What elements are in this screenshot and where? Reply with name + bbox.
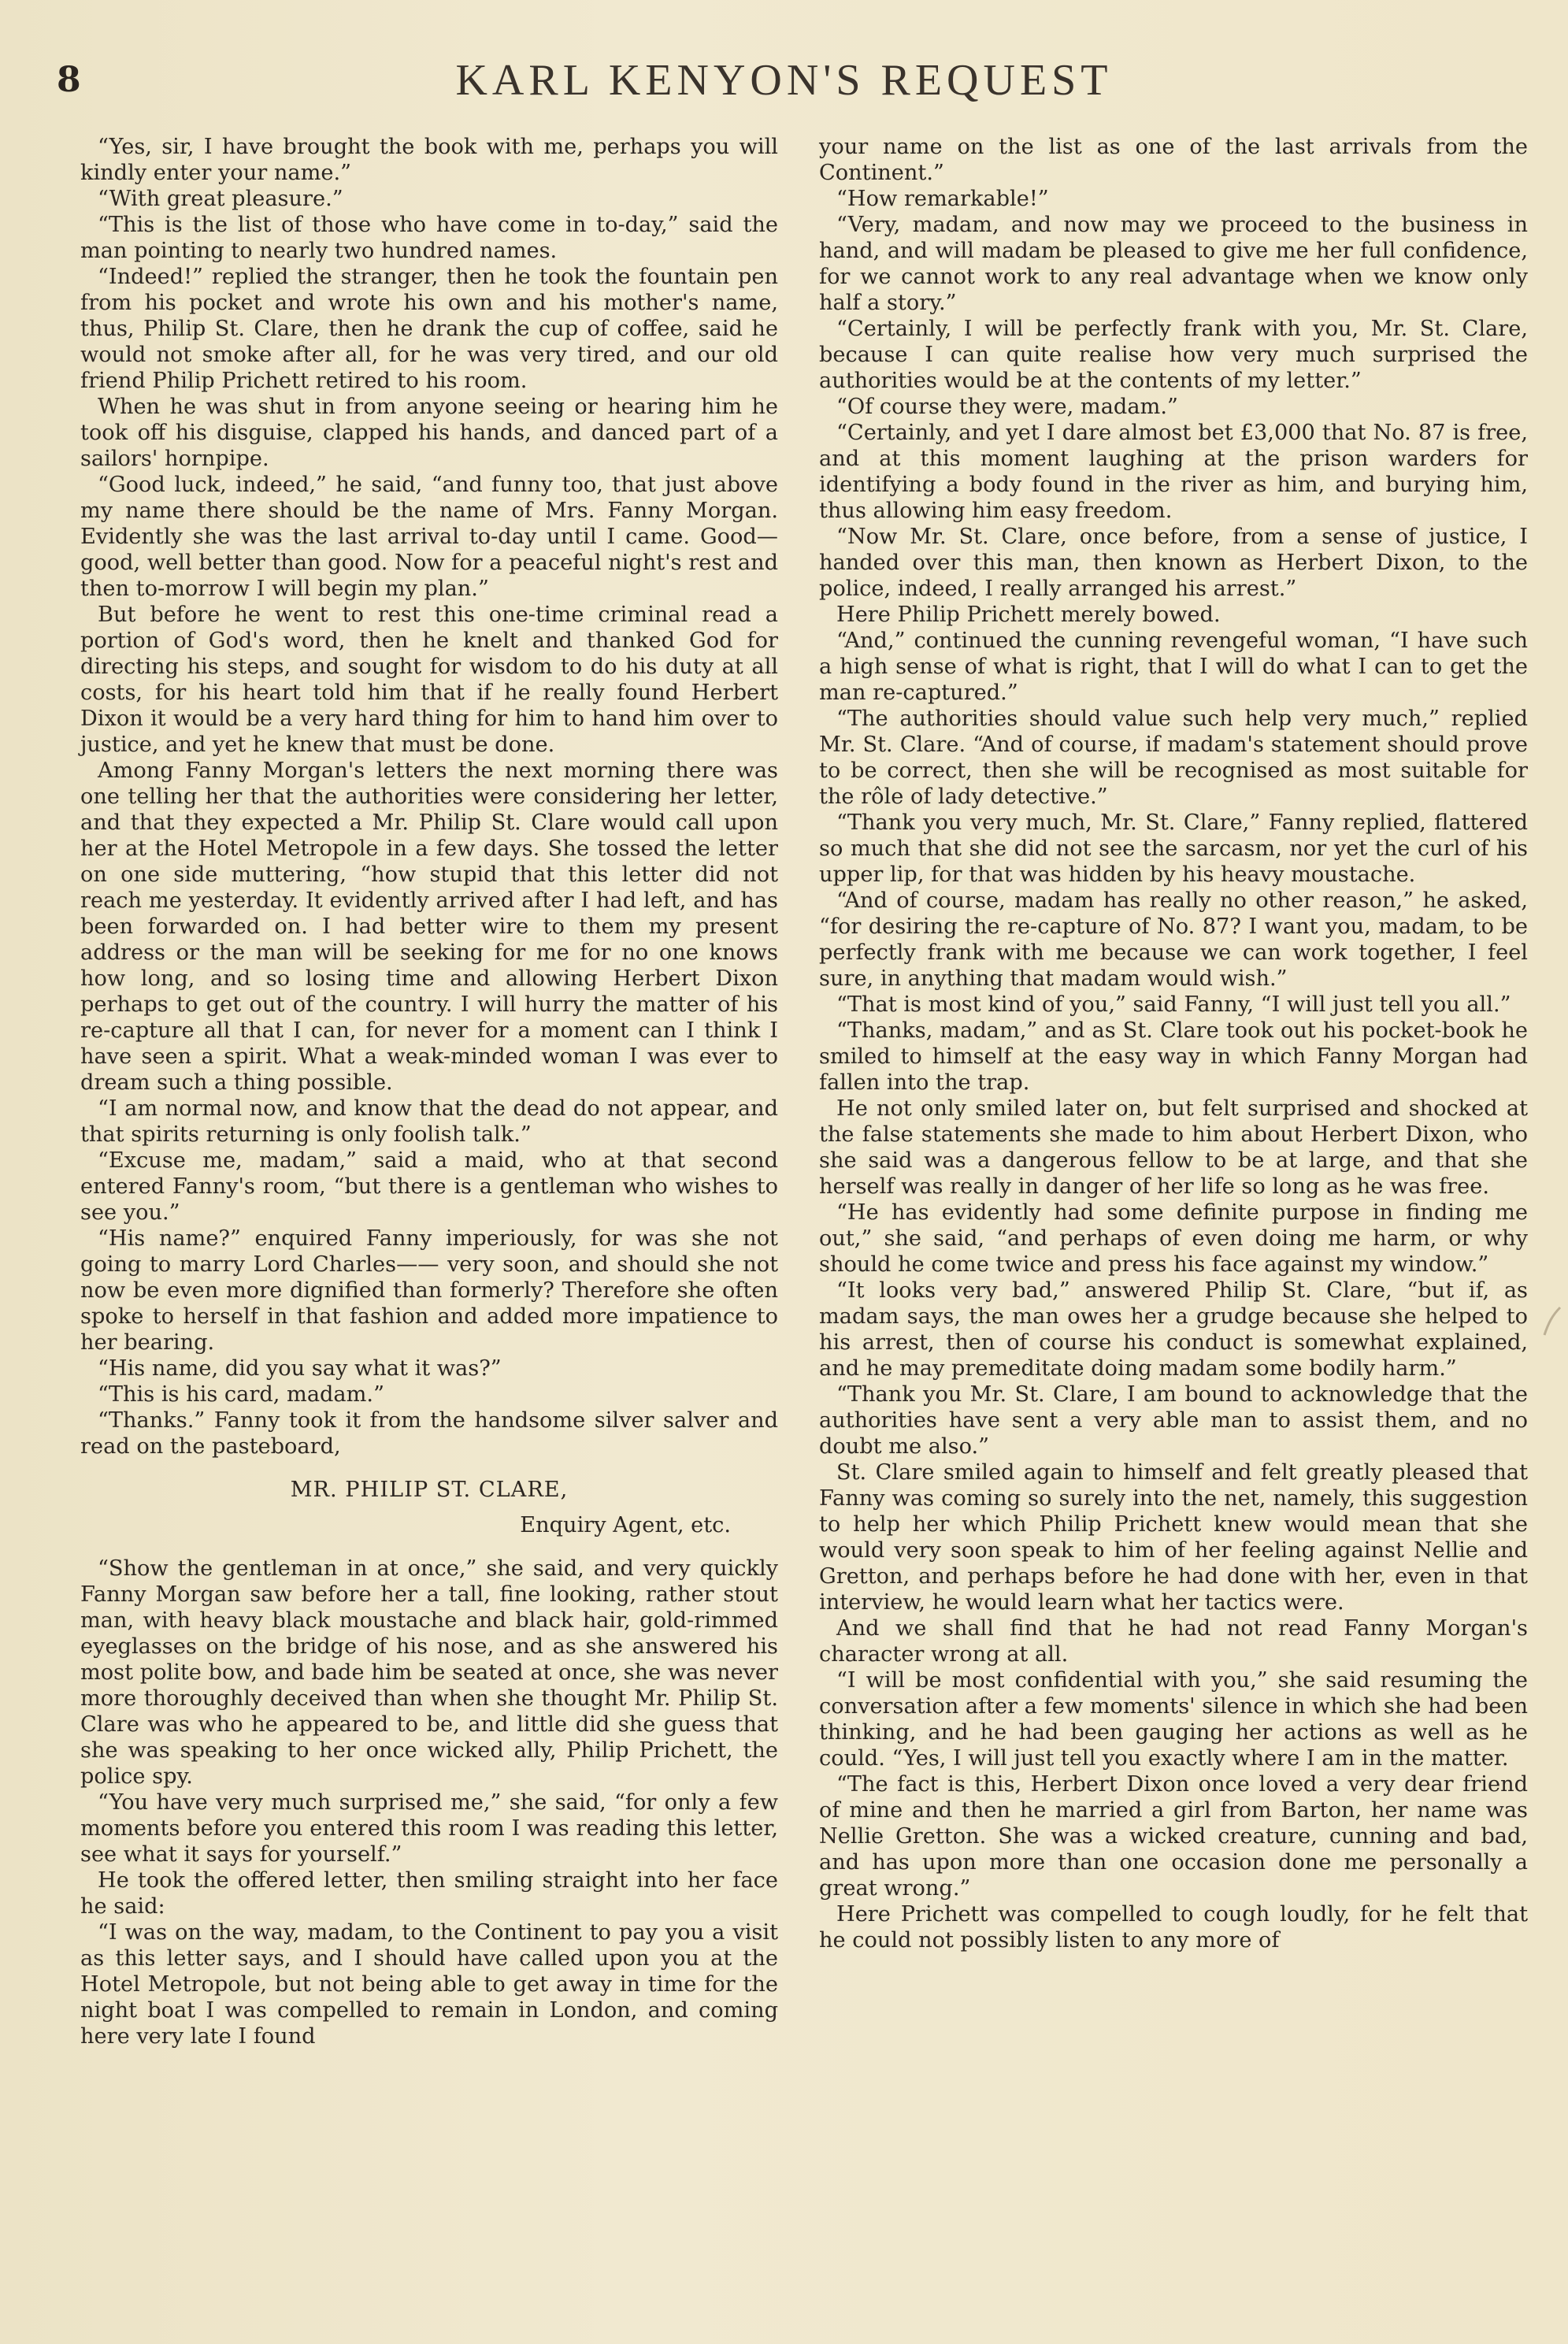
paragraph: “It looks very bad,” answered Philip St. Clare, “but if, as madam says, the man owes her a grudge because she helped to his arrest, then of course his conduct is somewhat explained, and he may premeditate doing madam some bodily harm.” bbox=[819, 1278, 1528, 1381]
paragraph: “Now Mr. St. Clare, once before, from a sense of justice, I handed over this man, then known as Herbert Dixon, to the police, indeed, I really arranged his arrest.” bbox=[819, 525, 1528, 601]
paragraph: “I was on the way, madam, to the Continent to pay you a visit as this letter says, and I should have called upon you at the Hotel Metropole, but not being able to get away in time for the night boat I was compelled to remain in London, and coming here very late I found bbox=[80, 1920, 778, 2049]
paragraph: “Indeed!” replied the stranger, then he took the fountain pen from his pocket and wrote his own and his mother's name, thus, Philip St. Clare, then he drank the cup of coffee, said he would not smoke after all, for he was very tired, and our old friend Philip Prichett retired to his room. bbox=[80, 265, 778, 393]
paragraph: “Good luck, indeed,” he said, “and funny too, that just above my name there should be the name of Mrs. Fanny Morgan. Evidently she was the last arrival to-day until I came. Good—good, well better than good. Now for a peaceful night's rest and then to-morrow I will begin my plan.” bbox=[80, 473, 778, 601]
paragraph: “Very, madam, and now may we proceed to the business in hand, and will madam be pleased to give me her full confidence, for we cannot work to any real advantage when we know only half a story.” bbox=[819, 213, 1528, 315]
right-column bbox=[819, 134, 1528, 1953]
ink-mark-decoration bbox=[1536, 1300, 1568, 1347]
paragraph: “His name, did you say what it was?” bbox=[98, 1356, 502, 1381]
paragraph: “With great pleasure.” bbox=[98, 187, 343, 211]
paragraph: When he was shut in from anyone seeing or hearing him he took off his disguise, clapped his hands, and danced part of a sailors' hornpipe. bbox=[80, 395, 778, 471]
paragraph: St. Clare smiled again to himself and felt greatly pleased that Fanny was coming so surely into the net, namely, this suggestion to help her which Philip Prichett knew would mean that she would very soon speak to him of her feeling against Nellie and Gretton, and perhaps before he had done with her, even in that interview, he would learn what her tactics were. bbox=[819, 1460, 1528, 1615]
paragraph: your name on the list as one of the last arrivals from the Continent.” bbox=[819, 135, 1528, 185]
paragraph: “Excuse me, madam,” said a maid, who at that second entered Fanny's room, “but there is a gentleman who wishes to see you.” bbox=[80, 1148, 778, 1225]
paragraph: But before he went to rest this one-time criminal read a portion of God's word, then he knelt and thanked God for directing his steps, and sought for wisdom to do his duty at all costs, for his heart told him that if he really found Herbert Dixon it would be a very hard thing for him to hand him over to justice, and yet he knew that must be done. bbox=[80, 603, 778, 757]
calling-card-name: MR. PHILIP ST. CLARE, bbox=[290, 1478, 569, 1502]
calling-card-title: Enquiry Agent, etc. bbox=[520, 1513, 731, 1537]
paragraph: “That is most kind of you,” said Fanny, “I will just tell you all.” bbox=[836, 992, 1511, 1017]
paragraph: “His name?” enquired Fanny imperiously, for was she not going to marry Lord Charles—— very soon, and should she not now be even more dignified than formerly? Therefore she often spoke to herself in that fashion and added more impatience to her bearing. bbox=[80, 1226, 778, 1355]
left-column bbox=[80, 134, 778, 2049]
paragraph: “Show the gentleman in at once,” she said, and very quickly Fanny Morgan saw before her a tall, fine looking, rather stout man, with heavy black moustache and black hair, gold-rimmed eyeglasses on the bridge of his nose, and as she answered his most polite bow, and bade him be seated at once, she was never more thoroughly deceived than when she thought Mr. Philip St. Clare was who he appeared to be, and little did she guess that she was speaking to her once wicked ally, Philip Prichett, the police spy. bbox=[80, 1556, 778, 1789]
paragraph: “The authorities should value such help very much,” replied Mr. St. Clare. “And of course, if madam's statement should prove to be correct, then she will be recognised as most suitable for the rôle of lady detective.” bbox=[819, 707, 1528, 809]
paragraph: “This is the list of those who have come in to-day,” said the man pointing to nearly two hundred names. bbox=[80, 213, 778, 263]
paragraph: Among Fanny Morgan's letters the next morning there was one telling her that the authorities were considering her letter, and that they expected a Mr. Philip St. Clare would call upon her at the Hotel Metropole in a few days. She tossed the letter on one side muttering, “how stupid that this letter did not reach me yesterday. It evidently arrived after I had left, and has been forwarded on. I had better wire to them my present address or the man will be seeking for me for no one knows how long, and so losing time and allowing Herbert Dixon perhaps to get out of the country. I will hurry the matter of his re-capture all that I can, for never for a moment can I think I have seen a spirit. What a weak-minded woman I was ever to dream such a thing possible. bbox=[80, 758, 778, 1095]
paragraph: “Of course they were, madam.” bbox=[836, 395, 1178, 419]
paragraph: He not only smiled later on, but felt surprised and shocked at the false statements she made to him about Herbert Dixon, who she said was a dangerous fellow to be at large, and that she herself was really in danger of her life so long as he was free. bbox=[819, 1096, 1528, 1199]
paragraph: “And,” continued the cunning revengeful woman, “I have such a high sense of what is right, that I will do what I can to get the man re-captured.” bbox=[819, 629, 1528, 705]
paragraph: “Certainly, and yet I dare almost bet £3,000 that No. 87 is free, and at this moment laughing at the prison warders for identifying a body found in the river as him, and burying him, thus allowing him easy freedom. bbox=[819, 421, 1528, 523]
paragraph: Here Prichett was compelled to cough loudly, for he felt that he could not possibly listen to any more of bbox=[819, 1902, 1528, 1953]
paragraph: “He has evidently had some definite purpose in finding me out,” she said, “and perhaps of even doing me harm, or why should he come twice and press his face against my window.” bbox=[819, 1200, 1528, 1277]
paragraph: “I am normal now, and know that the dead do not appear, and that spirits returning is only foolish talk.” bbox=[80, 1096, 778, 1147]
paragraph: “You have very much surprised me,” she said, “for only a few moments before you entered this room I was reading this letter, see what it says for yourself.” bbox=[80, 1790, 778, 1867]
running-title: KARL KENYON'S REQUEST bbox=[455, 56, 1113, 105]
paragraph: “Thank you very much, Mr. St. Clare,” Fanny replied, flattered so much that she did not see the sarcasm, nor yet the curl of his upper lip, for that was hidden by his heavy moustache. bbox=[819, 810, 1528, 887]
paragraph: “How remarkable!” bbox=[836, 187, 1049, 211]
page-number: 8 bbox=[57, 60, 81, 100]
paragraph: “I will be most confidential with you,” she said resuming the conversation after a few moments' silence in which she had been thinking, and he had been gauging her actions as well as he could. “Yes, I will just tell you exactly where I am in the matter. bbox=[819, 1668, 1528, 1771]
paragraph: Here Philip Prichett merely bowed. bbox=[836, 603, 1221, 627]
paragraph: He took the offered letter, then smiling straight into her face he said: bbox=[80, 1868, 778, 1919]
paragraph: “This is his card, madam.” bbox=[98, 1382, 384, 1407]
paragraph: “Thanks, madam,” and as St. Clare took out his pocket-book he smiled to himself at the easy way in which Fanny Morgan had fallen into the trap. bbox=[819, 1018, 1528, 1095]
paragraph: “Certainly, I will be perfectly frank with you, Mr. St. Clare, because I can quite realise how very much surprised the authorities would be at the contents of my letter.” bbox=[819, 317, 1528, 393]
page-header bbox=[0, 55, 1568, 118]
paragraph: “And of course, madam has really no other reason,” he asked, “for desiring the re-capture of No. 87? I want you, madam, to be perfectly frank with me because we can work together, I feel sure, in anything that madam would wish.” bbox=[819, 888, 1528, 991]
paragraph: “Thanks.” Fanny took it from the handsome silver salver and read on the pasteboard, bbox=[80, 1408, 778, 1459]
paragraph: “Yes, sir, I have brought the book with me, perhaps you will kindly enter your name.” bbox=[80, 135, 778, 185]
paragraph: “Thank you Mr. St. Clare, I am bound to acknowledge that the authorities have sent a very able man to assist them, and no doubt me also.” bbox=[819, 1382, 1528, 1459]
paragraph: “The fact is this, Herbert Dixon once loved a very dear friend of mine and then he married a girl from Barton, her name was Nellie Gretton. She was a wicked creature, cunning and bad, and has upon more than one occasion done me personally a great wrong.” bbox=[819, 1772, 1528, 1901]
paragraph: And we shall find that he had not read Fanny Morgan's character wrong at all. bbox=[819, 1616, 1528, 1667]
